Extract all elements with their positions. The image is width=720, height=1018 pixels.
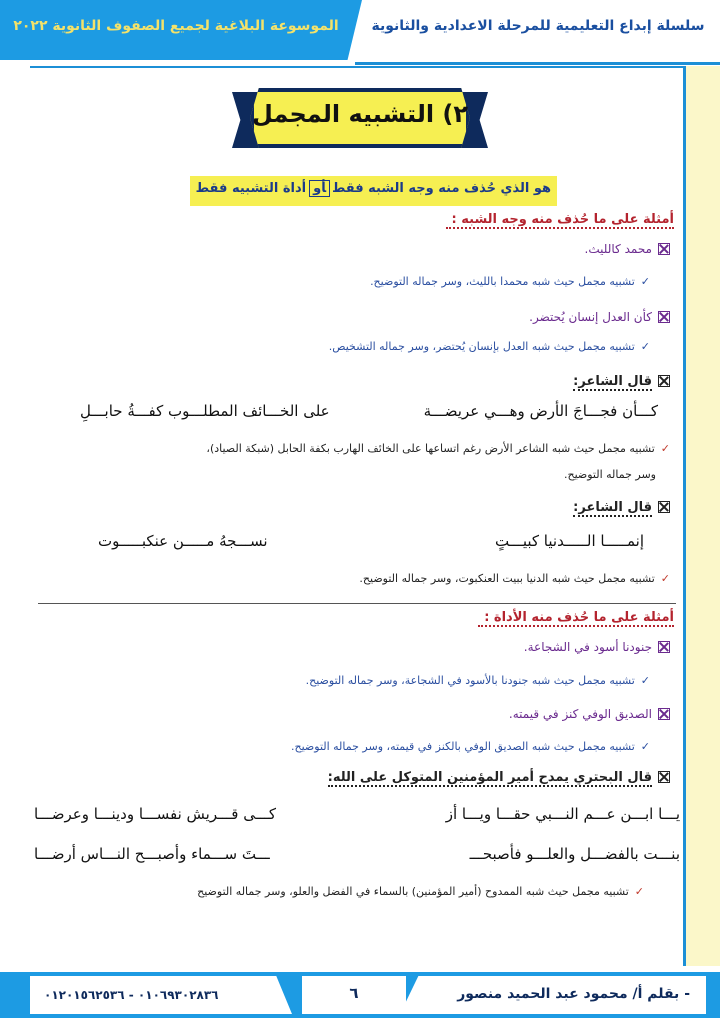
checkbox-x-icon (658, 708, 670, 720)
verse1-right: يـــا ابـــن عـــم النـــبي حقـــا ويـــا أز (445, 805, 680, 823)
note-text: تشبيه مجمل حيث شبه الممدوح (أمير المؤمنين) بالسماء في الفضل والعلو، وسر جماله التوضيح (197, 885, 629, 898)
section-divider (38, 603, 676, 604)
lesson-title: ٢) التشبيه المجمل (251, 100, 469, 128)
section1-example1-note (370, 275, 650, 288)
definition-part1: هو الذي حُذف منه وجه الشبه فقط (333, 181, 551, 196)
footer-phones: ٠١٠٦٩٣٠٢٨٣٦ - ٠١٢٠١٥٦٢٥٣٦ (44, 988, 219, 1002)
section1-poet2-label (573, 500, 670, 515)
series-title: سلسلة إبداع التعليمية للمرحلة الاعدادية والثانوية (371, 18, 705, 34)
check-icon: ✓ (640, 674, 650, 687)
section1-poet1-note (206, 442, 670, 455)
note-text: تشبيه مجمل حيث شبه محمدا بالليث، وسر جماله التوضيح. (370, 275, 635, 288)
example-text: كأن العدل إنسان يُحتضر. (529, 310, 652, 324)
section2-example1 (524, 640, 670, 654)
checkbox-x-icon (658, 641, 670, 653)
note-text: تشبيه مجمل حيث شبه الصديق الوفي بالكنز في قيمته، وسر جماله التوضيح. (291, 740, 635, 753)
definition (190, 176, 557, 206)
check-icon: ✓ (660, 572, 670, 585)
verse2-left: ـــتَ ســـماء وأصبـــح النـــاس أرضـــا (34, 845, 270, 863)
poet-label-colon: : (573, 374, 579, 389)
checkbox-x-icon (658, 771, 670, 783)
note-text: تشبيه مجمل حيث شبه العدل بإنسان يُحتضر، وسر جماله التشخيص. (328, 340, 635, 353)
section2-poet-note (197, 885, 644, 898)
definition-or: أو (309, 180, 330, 197)
check-icon: ✓ (660, 442, 670, 455)
poet2-verse-left: نســـجهُ مـــــن عنكبـــــوت (98, 532, 268, 550)
section1-example2 (529, 310, 670, 324)
poet1-verse-right: كـــأن فجـــاجَ الأرض وهـــي عريضـــة (423, 402, 658, 420)
section2-example1-note (306, 674, 650, 687)
example-text: محمد كالليث. (584, 242, 652, 256)
note-text: تشبيه مجمل حيث شبه الشاعر الأرض رغم اتساعها على الخائف الهارب بكفة الحابل (شبكة الصياد)، (206, 442, 655, 455)
checkbox-x-icon (658, 311, 670, 323)
section1-poet2-note (359, 572, 670, 585)
section2-poet-label (328, 770, 670, 785)
section1-poet1-label (573, 374, 670, 389)
poet-label-text: قال الشاعر (578, 374, 652, 389)
side-strip (683, 66, 720, 966)
section2-example2 (509, 707, 670, 721)
footer-author: - بقلم أ/ محمود عبد الحميد منصور (457, 986, 690, 1002)
section2-heading: أمثلة على ما حُذف منه الأداة : (478, 610, 674, 627)
checkbox-x-icon (658, 375, 670, 387)
note-text: تشبيه مجمل حيث شبه الدنيا ببيت العنكبوت، وسر جماله التوضيح. (359, 572, 655, 585)
lesson-title-ribbon (232, 88, 488, 152)
checkbox-x-icon (658, 243, 670, 255)
example-text: جنودنا أسود في الشجاعة. (523, 640, 652, 654)
book-title: الموسوعة البلاغية لجميع الصفوف الثانوية ٢٠٢٢ (13, 18, 339, 34)
verse1-left: كـــى قـــريش نفســـا ودينـــا وعرضـــا (34, 805, 277, 823)
page-number: ٦ (349, 984, 359, 1002)
checkbox-x-icon (658, 501, 670, 513)
check-icon: ✓ (634, 885, 644, 898)
check-icon: ✓ (640, 740, 650, 753)
poet2-verse-right: إنمـــــا الـــــدنيا كبيـــتٍ (494, 532, 644, 550)
note-text: تشبيه مجمل حيث شبه جنودنا بالأسود في الشجاعة، وسر جماله التوضيح. (305, 674, 635, 687)
section1-poet1-note-line2: وسر جماله التوضيح. (563, 468, 656, 481)
poet-label-colon: : (573, 500, 579, 515)
section1-example2-note (329, 340, 650, 353)
check-icon: ✓ (640, 275, 650, 288)
definition-part2: أداة التشبيه فقط (195, 181, 307, 196)
poet1-verse-left: على الخـــائف المطلـــوب كفـــةُ حابـــلِ (80, 402, 330, 420)
section1-example1 (585, 242, 670, 256)
example-text: الصديق الوفي كنز في قيمته. (508, 707, 652, 721)
check-icon: ✓ (640, 340, 650, 353)
section2-example2-note (291, 740, 650, 753)
poet-label-colon: : (327, 770, 333, 785)
section1-heading: أمثلة على ما حُذف منه وجه الشبه : (446, 212, 674, 229)
poet-label-text: قال البحتري يمدح أمير المؤمنين المتوكل على الله (332, 770, 652, 785)
verse2-right: بنـــت بالفضـــل والعلـــو فأصبحـــ (469, 845, 680, 863)
poet-label-text: قال الشاعر (578, 500, 652, 515)
